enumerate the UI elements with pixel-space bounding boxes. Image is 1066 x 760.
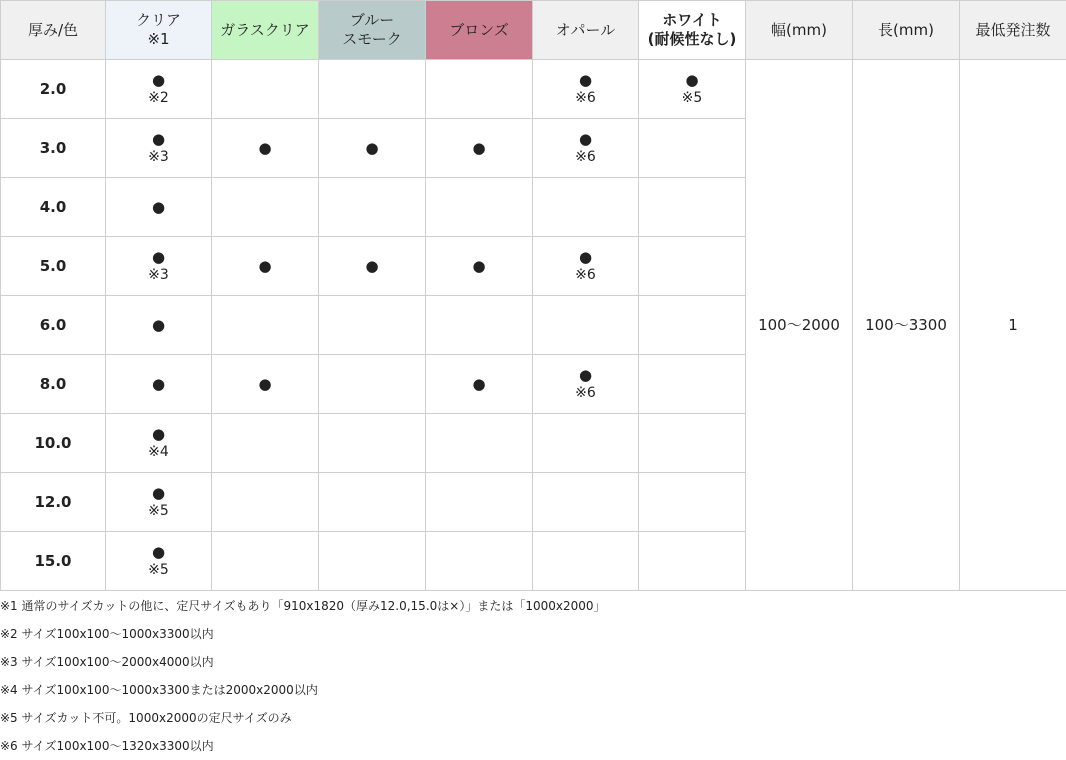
- cell-bronze: [426, 355, 533, 414]
- header-blue-smoke: [319, 1, 426, 60]
- cell-blue-smoke: [319, 237, 426, 296]
- cell-blue-smoke: [319, 119, 426, 178]
- available-mark: ●: [426, 139, 532, 157]
- cell-bronze: [426, 296, 533, 355]
- cell-blue-smoke: [319, 473, 426, 532]
- note-reference: ※3: [106, 148, 211, 166]
- table-row: [1, 60, 1066, 119]
- cell-opal: [533, 237, 639, 296]
- cell-clear: [106, 60, 212, 119]
- thickness-cell: 6.0: [1, 296, 106, 355]
- cell-glass-clear: [212, 237, 319, 296]
- cell-white: [639, 119, 746, 178]
- available-mark: ●: [319, 139, 425, 157]
- available-mark: ●: [533, 366, 638, 384]
- available-mark: ●: [533, 130, 638, 148]
- table-header: [1, 1, 1066, 60]
- header-label-line: クリア: [106, 11, 211, 30]
- cell-bronze: [426, 473, 533, 532]
- thickness-cell: 4.0: [1, 178, 106, 237]
- cell-white: [639, 60, 746, 119]
- available-mark: ●: [212, 257, 318, 275]
- header-label-line: ブロンズ: [426, 21, 532, 40]
- table-body: [1, 60, 1066, 591]
- available-mark: ●: [533, 248, 638, 266]
- header-width: [746, 1, 853, 60]
- note-reference: ※6: [533, 384, 638, 402]
- size-length-cell: 100〜3300: [853, 60, 960, 591]
- cell-clear: [106, 355, 212, 414]
- thickness-cell: 5.0: [1, 237, 106, 296]
- cell-white: [639, 532, 746, 591]
- header-thickness: [1, 1, 106, 60]
- size-min-order-cell: 1: [960, 60, 1066, 591]
- available-mark: ●: [106, 248, 211, 266]
- cell-clear: [106, 532, 212, 591]
- header-label-line: ホワイト: [639, 11, 745, 30]
- footnote: ※6 サイズ100x100〜1320x3300以内: [0, 732, 1066, 760]
- cell-blue-smoke: [319, 178, 426, 237]
- cell-white: [639, 414, 746, 473]
- cell-bronze: [426, 532, 533, 591]
- note-reference: ※6: [533, 89, 638, 107]
- thickness-cell: 2.0: [1, 60, 106, 119]
- cell-opal: [533, 178, 639, 237]
- available-mark: ●: [106, 484, 211, 502]
- thickness-cell: 3.0: [1, 119, 106, 178]
- header-label-line: 厚み/色: [1, 21, 105, 40]
- available-mark: ●: [212, 139, 318, 157]
- thickness-cell: 15.0: [1, 532, 106, 591]
- cell-glass-clear: [212, 414, 319, 473]
- cell-blue-smoke: [319, 60, 426, 119]
- cell-clear: [106, 414, 212, 473]
- cell-blue-smoke: [319, 414, 426, 473]
- header-label-line: ブルー: [319, 11, 425, 30]
- cell-opal: [533, 296, 639, 355]
- header-glass-clear: [212, 1, 319, 60]
- cell-bronze: [426, 60, 533, 119]
- cell-bronze: [426, 414, 533, 473]
- available-mark: ●: [533, 71, 638, 89]
- cell-blue-smoke: [319, 355, 426, 414]
- note-reference: ※3: [106, 266, 211, 284]
- available-mark: ●: [106, 316, 211, 334]
- cell-opal: [533, 473, 639, 532]
- cell-clear: [106, 178, 212, 237]
- header-white: [639, 1, 746, 60]
- available-mark: ●: [319, 257, 425, 275]
- cell-glass-clear: [212, 355, 319, 414]
- cell-blue-smoke: [319, 532, 426, 591]
- cell-glass-clear: [212, 60, 319, 119]
- available-mark: ●: [639, 71, 745, 89]
- note-reference: ※5: [106, 561, 211, 579]
- header-clear: [106, 1, 212, 60]
- note-reference: ※6: [533, 266, 638, 284]
- header-label-line: スモーク: [319, 30, 425, 49]
- cell-white: [639, 178, 746, 237]
- cell-white: [639, 296, 746, 355]
- cell-blue-smoke: [319, 296, 426, 355]
- available-mark: ●: [106, 130, 211, 148]
- header-min-order: [960, 1, 1066, 60]
- cell-glass-clear: [212, 119, 319, 178]
- cell-white: [639, 237, 746, 296]
- cell-opal: [533, 355, 639, 414]
- note-reference: ※4: [106, 443, 211, 461]
- header-label-line: 幅(mm): [746, 21, 852, 40]
- thickness-cell: 10.0: [1, 414, 106, 473]
- cell-opal: [533, 119, 639, 178]
- header-opal: [533, 1, 639, 60]
- header-label-line: (耐候性なし): [639, 30, 745, 49]
- cell-glass-clear: [212, 532, 319, 591]
- cell-white: [639, 355, 746, 414]
- cell-bronze: [426, 237, 533, 296]
- available-mark: ●: [106, 543, 211, 561]
- available-mark: ●: [106, 71, 211, 89]
- header-row: [1, 1, 1066, 60]
- available-mark: ●: [106, 375, 211, 393]
- cell-bronze: [426, 119, 533, 178]
- footnote: ※4 サイズ100x100〜1000x3300または2000x2000以内: [0, 676, 1066, 704]
- note-reference: ※2: [106, 89, 211, 107]
- cell-clear: [106, 237, 212, 296]
- available-mark: ●: [426, 375, 532, 393]
- available-mark: ●: [106, 425, 211, 443]
- footnote: ※5 サイズカット不可。1000x2000の定尺サイズのみ: [0, 704, 1066, 732]
- cell-opal: [533, 414, 639, 473]
- header-label-line: 長(mm): [853, 21, 959, 40]
- footnote: ※3 サイズ100x100〜2000x4000以内: [0, 648, 1066, 676]
- header-label-line: ※1: [106, 30, 211, 49]
- cell-glass-clear: [212, 178, 319, 237]
- footnote: ※2 サイズ100x100〜1000x3300以内: [0, 620, 1066, 648]
- cell-opal: [533, 532, 639, 591]
- thickness-cell: 8.0: [1, 355, 106, 414]
- header-bronze: [426, 1, 533, 60]
- cell-clear: [106, 473, 212, 532]
- cell-bronze: [426, 178, 533, 237]
- cell-glass-clear: [212, 296, 319, 355]
- available-mark: ●: [426, 257, 532, 275]
- available-mark: ●: [106, 198, 211, 216]
- available-mark: ●: [212, 375, 318, 393]
- note-reference: ※5: [639, 89, 745, 107]
- header-label-line: オパール: [533, 21, 638, 40]
- cell-clear: [106, 119, 212, 178]
- cell-white: [639, 473, 746, 532]
- note-reference: ※5: [106, 502, 211, 520]
- note-reference: ※6: [533, 148, 638, 166]
- thickness-cell: 12.0: [1, 473, 106, 532]
- cell-clear: [106, 296, 212, 355]
- cell-opal: [533, 60, 639, 119]
- header-length: [853, 1, 960, 60]
- footnotes: [0, 592, 1066, 760]
- size-width-cell: 100〜2000: [746, 60, 853, 591]
- cell-glass-clear: [212, 473, 319, 532]
- header-label-line: ガラスクリア: [212, 21, 318, 40]
- footnote: ※1 通常のサイズカットの他に、定尺サイズもあり「910x1820（厚み12.0,15.0は×）」または「1000x2000」: [0, 592, 1066, 620]
- header-label-line: 最低発注数: [960, 21, 1066, 40]
